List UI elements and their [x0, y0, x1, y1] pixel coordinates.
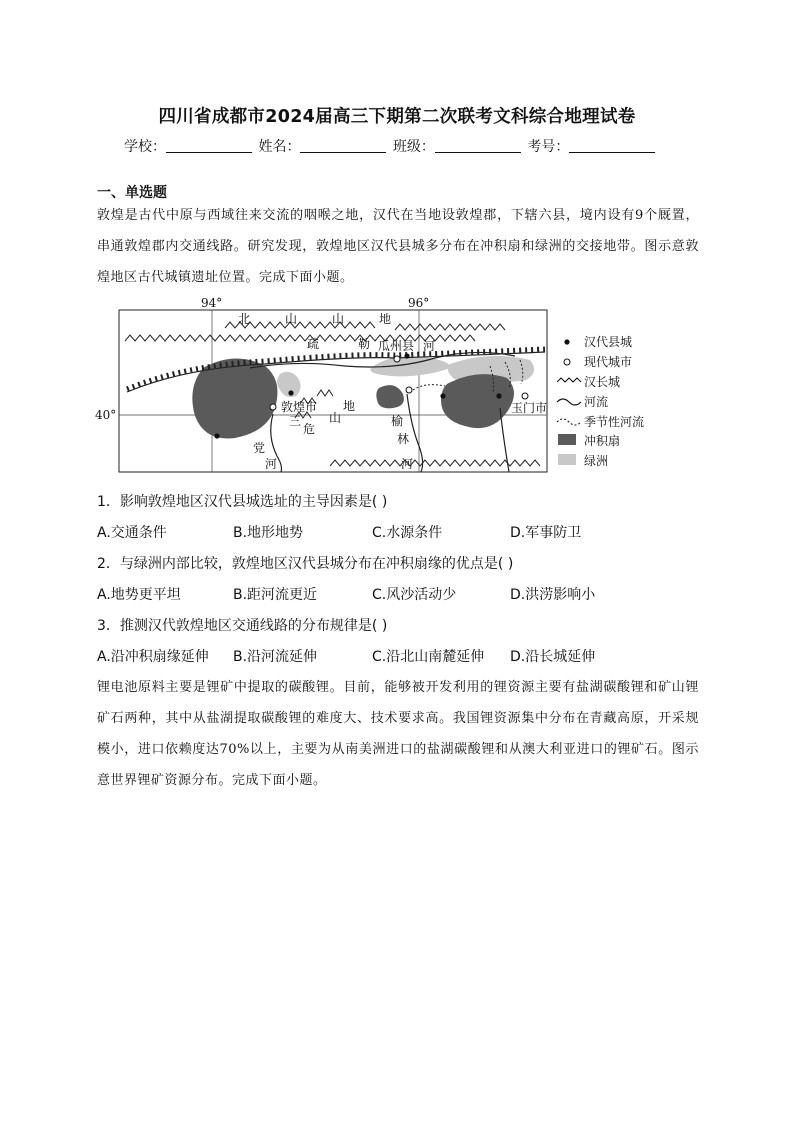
han-county-town-3 [404, 353, 409, 358]
legend-han-town-symbol [564, 339, 569, 344]
exam-number-label: 考号： [527, 139, 570, 155]
name-blank[interactable] [300, 139, 386, 153]
legend-han-town-label: 汉代县城 [584, 335, 633, 349]
question-2-option-a[interactable]: A.地势更平坦 [97, 587, 181, 603]
legend-great-wall-symbol [557, 378, 581, 382]
legend-seasonal-river-label: 季节性河流 [584, 415, 645, 429]
passage-lithium [97, 672, 699, 796]
dunhuang-map [95, 296, 645, 476]
question-1-option-b[interactable]: B.地形地势 [233, 525, 304, 541]
question-3-stem: 3．推测汉代敦煌地区交通线路的分布规律是( ) [97, 618, 388, 634]
passage-lithium-text: 锂电池原料主要是锂矿中提取的碳酸锂。目前，能够被开发利用的锂资源主要有盐湖碳酸锂和矿山锂矿石两种，其中从盐湖提取碳酸锂的难度大、技术要求高。我国锂资源集中分布在青藏高原，开采规模小，进口依赖度达70%以上，主要为从南美洲进口的盐湖碳酸锂和从澳大利亚进口的锂矿石。图示意世界锂矿资源分布。完成下面小题。 [97, 680, 699, 788]
school-blank[interactable] [166, 139, 252, 153]
legend-oasis-label: 绿洲 [584, 454, 609, 468]
question-3-option-c[interactable]: C.沿北山南麓延伸 [372, 649, 485, 665]
label-he-shule: 河 [423, 339, 436, 353]
label-bei: 北 [238, 312, 251, 326]
question-1-option-c[interactable]: C.水源条件 [372, 525, 443, 541]
student-info-line [124, 136, 657, 156]
lon-label-96: 96° [408, 296, 430, 310]
han-county-town-1 [288, 390, 293, 395]
map-legend [557, 335, 644, 468]
passage-dunhuang-text: 敦煌是古代中原与西域往来交流的咽喉之地，汉代在当地设敦煌郡，下辖六县，境内设有9个厩置，串通敦煌郡内交通线路。研究发现，敦煌地区汉代县城多分布在冲积扇和绿洲的交接地带。图示意敦煌地区古代城镇遗址位置。完成下面小题。 [97, 208, 699, 285]
class-label: 班级： [392, 139, 435, 155]
lat-label-40: 40° [95, 408, 117, 422]
legend-alluvial-fan-label: 冲积扇 [584, 434, 621, 448]
han-county-town-2 [214, 433, 219, 438]
legend-modern-city-symbol [564, 359, 570, 365]
modern-city-dunhuang [270, 404, 276, 410]
han-county-town-4 [440, 393, 445, 398]
label-di: 地 [379, 312, 392, 326]
name-label: 姓名： [258, 139, 301, 155]
legend-great-wall-label: 汉长城 [584, 375, 621, 389]
label-le: 勒 [358, 337, 371, 351]
label-guazhou: 瓜州县 [378, 339, 415, 353]
label-di-sanwei: 地 [343, 399, 356, 413]
lon-label-94: 94° [201, 296, 223, 310]
legend-oasis-symbol [558, 454, 576, 465]
modern-city-yumen [522, 393, 528, 399]
label-he-yulin: 河 [401, 457, 414, 471]
school-label: 学校： [124, 139, 166, 155]
question-3-option-a[interactable]: A.沿冲积扇缘延伸 [97, 649, 209, 665]
label-shan2: 山 [332, 312, 345, 326]
question-2-stem: 2．与绿洲内部比较，敦煌地区汉代县城分布在冲积扇缘的优点是( ) [97, 556, 514, 572]
page-title: 四川省成都市2024届高三下期第二次联考文科综合地理试卷 [158, 107, 636, 127]
question-2-option-b[interactable]: B.距河流更近 [233, 587, 318, 603]
legend-river-label: 河流 [584, 395, 609, 409]
label-yumen: 玉门市 [511, 401, 548, 415]
label-yu: 榆 [391, 414, 404, 428]
question-1-option-a[interactable]: A.交通条件 [97, 525, 167, 541]
label-shan: 山 [285, 312, 298, 326]
label-shu: 疏 [307, 337, 320, 351]
class-blank[interactable] [435, 139, 521, 153]
label-shan-sanwei: 山 [329, 411, 342, 425]
question-2-option-c[interactable]: C.风沙活动少 [372, 587, 457, 603]
question-1-stem: 1．影响敦煌地区汉代县城选址的主导因素是( ) [97, 494, 388, 510]
label-dang: 党 [253, 441, 266, 455]
legend-alluvial-fan-symbol [558, 434, 576, 445]
exam-number-blank[interactable] [569, 139, 655, 153]
modern-city-yulin [406, 387, 412, 393]
modern-city-guazhou [394, 356, 400, 362]
passage-dunhuang [97, 200, 699, 293]
legend-seasonal-river-symbol [557, 419, 581, 425]
question-3-option-b[interactable]: B.沿河流延伸 [233, 649, 318, 665]
question-1-option-d[interactable]: D.军事防卫 [510, 525, 582, 541]
legend-modern-city-label: 现代城市 [584, 355, 633, 369]
question-3-option-d[interactable]: D.沿长城延伸 [510, 649, 596, 665]
label-lin: 林 [397, 432, 410, 446]
section-title: 一、单选题 [97, 185, 167, 201]
question-2-option-d[interactable]: D.洪涝影响小 [510, 587, 596, 603]
label-dunhuang: 敦煌市 [281, 400, 318, 414]
label-dang-he: 河 [265, 457, 278, 471]
legend-river-symbol [557, 399, 581, 405]
han-county-town-5 [496, 393, 501, 398]
label-san: 三 [289, 414, 302, 428]
label-wei: 危 [303, 422, 316, 436]
